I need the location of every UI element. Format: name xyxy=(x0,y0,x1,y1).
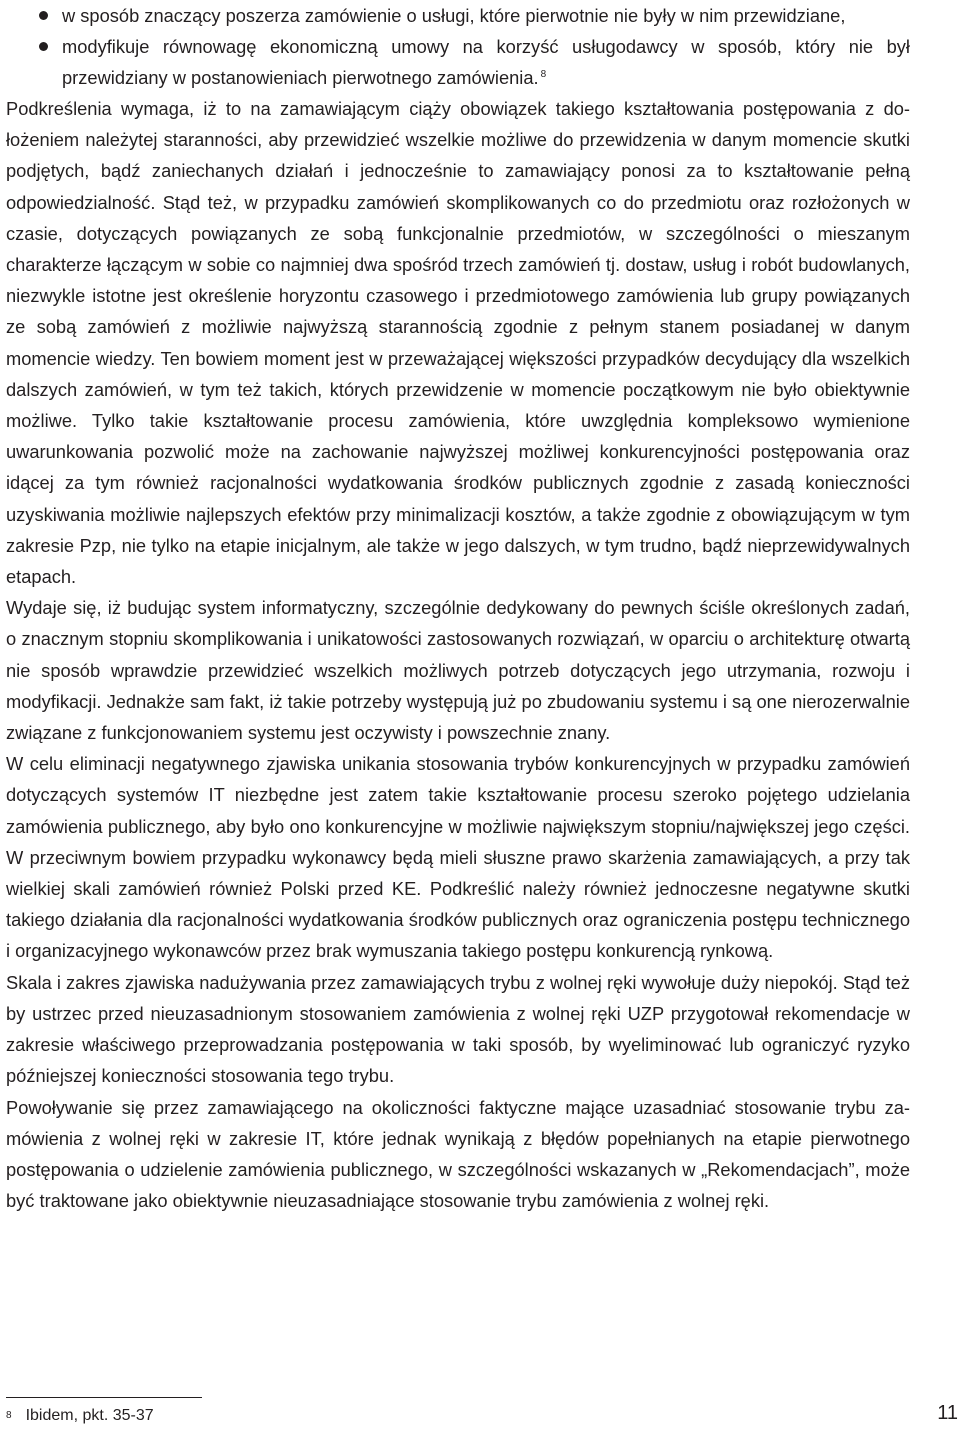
footnote-mark: 8 xyxy=(6,1410,12,1421)
paragraph: Wydaje się, iż budując system informatyczny, szczególnie dedykowany do pewnych ściśle określonych zadań, o znacznym stopniu skomplikowania i unikatowości zastosowanych rozwiązań, w oparciu o architekturę otwartą nie sposób wprawdzie przewidzieć wszelkich możliwych potrzeb dotyczących jego utrzymania, rozwoju i modyfikacji. Jednakże sam fakt, iż takie potrzeby występują już po zbudowaniu systemu i są one nierozerwalnie związane z funkcjonowaniem systemu jest oczywisty i powszechnie znany. xyxy=(6,597,910,744)
bullet-item xyxy=(6,0,910,31)
bullet-icon xyxy=(39,11,48,20)
paragraph: Skala i zakres zjawiska nadużywania przez zamawiających trybu z wolnej ręki wywołuje duży niepokój. Stąd też by ustrzec przed nieuzasadnionym stosowaniem zamówienia z wolnej ręki UZP przygotował rekomendacje w zakresie właściwego przeprowadzania postępowania w taki sposób, by wyeliminować lub ograniczyć ryzyko późniejszej konieczności stosowania tego trybu. xyxy=(6,971,910,1087)
footnote-divider xyxy=(6,1397,202,1398)
footnote-text: Ibidem, pkt. 35-37 xyxy=(25,1407,154,1424)
bullet-icon xyxy=(39,42,48,51)
paragraph: W celu eliminacji negatywnego zjawiska unikania stosowania trybów konkurencyjnych w przypadku zamówień dotyczących systemów IT niezbędne jest zatem takie kształtowanie procesu szeroko pojętego udzielania zamówienia publicznego, aby było ono konkurencyjne w możliwie największym stopniu/największej jego części. W przeciwnym bowiem przypadku wykonawcy będą mieli słuszne prawo skarżenia zamawiających, a przy tak wielkiej skali zamówień również Polski przed KE. Podkreślić należy również jednoczesne negatywne skutki takiego działania dla racjonalności wydatkowania środków publicznych oraz ograniczenia postępu technicznego i organizacyjnego wykonawców przez brak wymuszania takiego postępu konkurencją rynkową. xyxy=(6,753,910,962)
paragraph: Podkreślenia wymaga, iż to na zamawiającym ciąży obowiązek takiego kształtowania postępowania z dołożeniem należytej staranności, aby przewidzieć wszelkie możliwe do przewidzenia w danym momencie skutki podjętych, bądź zaniechanych działań i jednocześnie to zamawiający ponosi za to kształtowanie pełną odpowiedzialność. Stąd też, w przypadku zamówień skomplikowanych co do przedmiotu oraz rozłożonych w czasie, dotyczących powiązanych ze sobą funkcjonalnie przedmiotów, w szczególności o mieszanym charakterze łączącym w sobie co najmniej dwa spośród trzech zamówień tj. dostaw, usług i robót budowlanych, niezwykle istotne jest określenie horyzontu czasowego i przedmiotowego zamówienia lub grupy powiązanych ze sobą zamówień z możliwie najwyższą starannością zgodnie z pełnym stanem posiadanej w danym momencie wiedzy. Ten bowiem moment jest w przeważającej większości przypadków decydujący dla wszelkich dalszych zamówień, w tym też takich, których przewidzenie w momencie początkowym nie było obiektywnie możliwe. Tylko takie kształtowanie procesu zamówienia, które uwzględnia kompleksowo wymienione uwarunkowania pozwolić może na zachowanie najwyższej możliwej konkurencyjności postępowania oraz idącej za tym również racjonalności wydatkowania środków publicznych zgodnie z zasadą konieczności uzyskiwania możliwie najlepszych efektów przy minimalizacji kosztów, a także zgodnie z obowiązującym w tym zakresie Pzp, nie tylko na etapie inicjalnym, ale także w jego dalszych, w tym trudno, bądź nieprzewidywalnych etapach. xyxy=(6,98,910,588)
page-number: 11 xyxy=(937,1402,958,1424)
bullet-text: w sposób znaczący poszerza zamówienie o usługi, które pierwotnie nie były w nim przewidziane, xyxy=(62,5,846,26)
bullet-list xyxy=(6,0,910,93)
footnote-reference: 8 xyxy=(540,68,547,80)
bullet-text: modyfikuje równowagę ekonomiczną umowy na korzyść usługodawcy w sposób, który nie był przewidziany w postanowieniach pierwotnego zamówienia. xyxy=(62,36,910,88)
bullet-item xyxy=(6,31,910,93)
page-body xyxy=(6,0,910,1216)
paragraph: Powoływanie się przez zamawiającego na okoliczności faktyczne mające uzasadniać stosowanie trybu zamówienia z wolnej ręki w zakresie IT, które jednak wynikają z błędów popełnianych na etapie pierwotnego postępowania o udzielenie zamówienia publicznego, w szczególności wskazanych w „Rekomendacjach”, może być traktowane jako obiektywnie nieuzasadniające stosowanie trybu zamówienia z wolnej ręki. xyxy=(6,1096,910,1212)
footnote xyxy=(6,1405,154,1427)
